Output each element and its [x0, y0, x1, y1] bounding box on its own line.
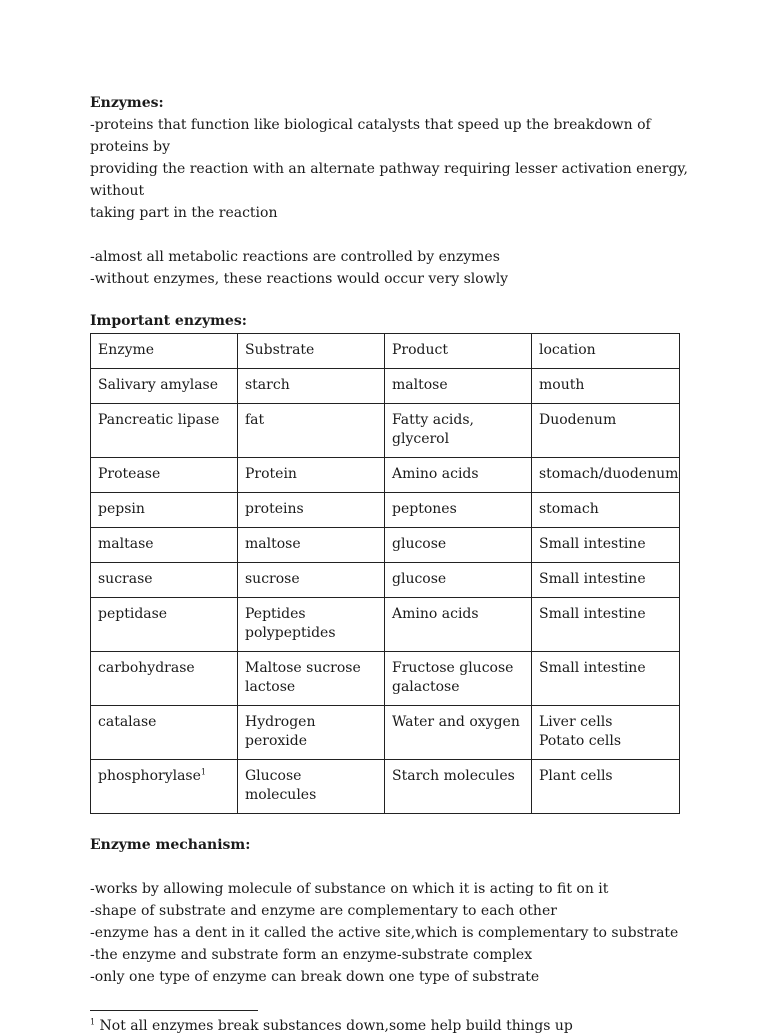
table-cell — [91, 458, 238, 493]
intro-line: taking part in the reaction — [90, 205, 278, 221]
table-cell — [532, 404, 680, 458]
header-cell: Enzyme — [91, 334, 238, 369]
table-cell — [91, 404, 238, 458]
cell-text: Liver cells — [539, 714, 613, 730]
cell-text: Amino acids — [392, 466, 479, 482]
cell-text: stomach/duodenum — [539, 466, 679, 482]
intro-line: providing the reaction with an alternate pathway requiring lesser activation energy, without — [90, 161, 688, 199]
table-cell — [91, 528, 238, 563]
footnote-divider — [90, 1010, 258, 1011]
cell-text: Pancreatic lipase — [98, 412, 220, 428]
table-header-row — [91, 334, 680, 369]
cell-text: maltase — [98, 536, 154, 552]
cell-text: Potato cells — [539, 733, 622, 749]
table-row — [91, 404, 680, 458]
table-cell — [532, 652, 680, 706]
table-cell — [91, 760, 238, 814]
section-title-important-enzymes: Important enzymes: — [90, 313, 247, 329]
cell-text: Hydrogen peroxide — [245, 714, 316, 749]
fact-line: -without enzymes, these reactions would occur very slowly — [90, 271, 509, 287]
cell-text: peptones — [392, 501, 457, 517]
cell-text: Water and oxygen — [392, 714, 520, 730]
cell-text: Maltose sucrose — [245, 660, 361, 676]
table-row — [91, 706, 680, 760]
table-cell — [385, 652, 532, 706]
cell-text: sucrose — [245, 571, 300, 587]
cell-text: Glucose molecules — [245, 768, 317, 803]
table-cell — [238, 369, 385, 404]
table-cell — [238, 493, 385, 528]
table-row — [91, 458, 680, 493]
cell-text: Small intestine — [539, 606, 646, 622]
table-row — [91, 563, 680, 598]
table-cell — [532, 369, 680, 404]
cell-text: Salivary amylase — [98, 377, 219, 393]
table-cell — [532, 563, 680, 598]
cell-text: Small intestine — [539, 660, 646, 676]
cell-text: Duodenum — [539, 412, 617, 428]
cell-text: stomach — [539, 501, 599, 517]
intro-paragraph — [90, 114, 690, 224]
cell-text: carbohydrase — [98, 660, 195, 676]
cell-text: proteins — [245, 501, 304, 517]
table-cell — [385, 404, 532, 458]
table-row — [91, 369, 680, 404]
header-cell: Product — [385, 334, 532, 369]
cell-text: mouth — [539, 377, 585, 393]
table-cell — [385, 493, 532, 528]
mechanism-line: -shape of substrate and enzyme are complementary to each other — [90, 903, 557, 919]
section-title-enzyme-mechanism: Enzyme mechanism: — [90, 837, 251, 853]
table-cell — [91, 493, 238, 528]
table-cell — [385, 528, 532, 563]
table-cell — [532, 528, 680, 563]
table-cell — [238, 563, 385, 598]
table-cell — [238, 598, 385, 652]
table-cell — [385, 369, 532, 404]
table-cell — [385, 598, 532, 652]
table-cell — [238, 404, 385, 458]
table-cell — [532, 760, 680, 814]
cell-text: pepsin — [98, 501, 145, 517]
cell-text: maltose — [245, 536, 301, 552]
table-cell — [532, 493, 680, 528]
mechanism-line: -works by allowing molecule of substance on which it is acting to fit on it — [90, 881, 609, 897]
table-cell — [91, 563, 238, 598]
table-cell — [238, 652, 385, 706]
table-cell — [91, 706, 238, 760]
cell-text: Starch molecules — [392, 768, 515, 784]
table-row — [91, 760, 680, 814]
table-row — [91, 598, 680, 652]
footnote-marker: 1 — [90, 1017, 96, 1027]
table-cell — [238, 528, 385, 563]
cell-text: lactose — [245, 679, 296, 695]
cell-text: Protein — [245, 466, 297, 482]
table-cell — [385, 458, 532, 493]
cell-text: Small intestine — [539, 571, 646, 587]
table-cell — [91, 369, 238, 404]
cell-text: maltose — [392, 377, 448, 393]
table-cell — [385, 563, 532, 598]
section-title-enzymes: Enzymes: — [90, 95, 164, 111]
cell-text: catalase — [98, 714, 157, 730]
cell-text: Protease — [98, 466, 161, 482]
cell-text: Small intestine — [539, 536, 646, 552]
document-body — [90, 92, 690, 1035]
table-cell — [238, 706, 385, 760]
footnote-text: Not all enzymes break substances down,some help build things up — [95, 1018, 573, 1034]
cell-text: glucose — [392, 536, 447, 552]
cell-text: Amino acids — [392, 606, 479, 622]
facts-paragraph — [90, 246, 690, 290]
table-cell — [91, 598, 238, 652]
header-cell: location — [532, 334, 680, 369]
table-cell — [385, 706, 532, 760]
enzymes-table — [90, 333, 680, 814]
table-row — [91, 652, 680, 706]
cell-text: starch — [245, 377, 290, 393]
table-cell — [238, 458, 385, 493]
mechanism-paragraph — [90, 878, 690, 988]
table-row — [91, 528, 680, 563]
cell-text: glucose — [392, 571, 447, 587]
table-row — [91, 493, 680, 528]
header-cell: Substrate — [238, 334, 385, 369]
cell-text: peptidase — [98, 606, 168, 622]
mechanism-line: -only one type of enzyme can break down one type of substrate — [90, 969, 540, 985]
cell-text: galactose — [392, 679, 460, 695]
table-cell — [532, 458, 680, 493]
cell-text: Peptides — [245, 606, 306, 622]
cell-text: Fructose glucose — [392, 660, 514, 676]
mechanism-line: -enzyme has a dent in it called the active site,which is complementary to substrate — [90, 925, 679, 941]
cell-text: Fatty acids, glycerol — [392, 412, 474, 447]
table-cell — [385, 760, 532, 814]
table-cell — [91, 652, 238, 706]
cell-text: polypeptides — [245, 625, 336, 641]
intro-line: -proteins that function like biological catalysts that speed up the breakdown of proteins by — [90, 117, 651, 155]
mechanism-line: -the enzyme and substrate form an enzyme-substrate complex — [90, 947, 533, 963]
footnote-reference[interactable]: 1 — [200, 767, 206, 777]
fact-line: -almost all metabolic reactions are controlled by enzymes — [90, 249, 500, 265]
table-cell — [532, 598, 680, 652]
cell-text: sucrase — [98, 571, 153, 587]
table-cell — [532, 706, 680, 760]
footnote — [90, 1017, 690, 1035]
table-cell — [238, 760, 385, 814]
cell-text: fat — [245, 412, 265, 428]
cell-text: phosphorylase — [98, 768, 201, 784]
cell-text: Plant cells — [539, 768, 613, 784]
